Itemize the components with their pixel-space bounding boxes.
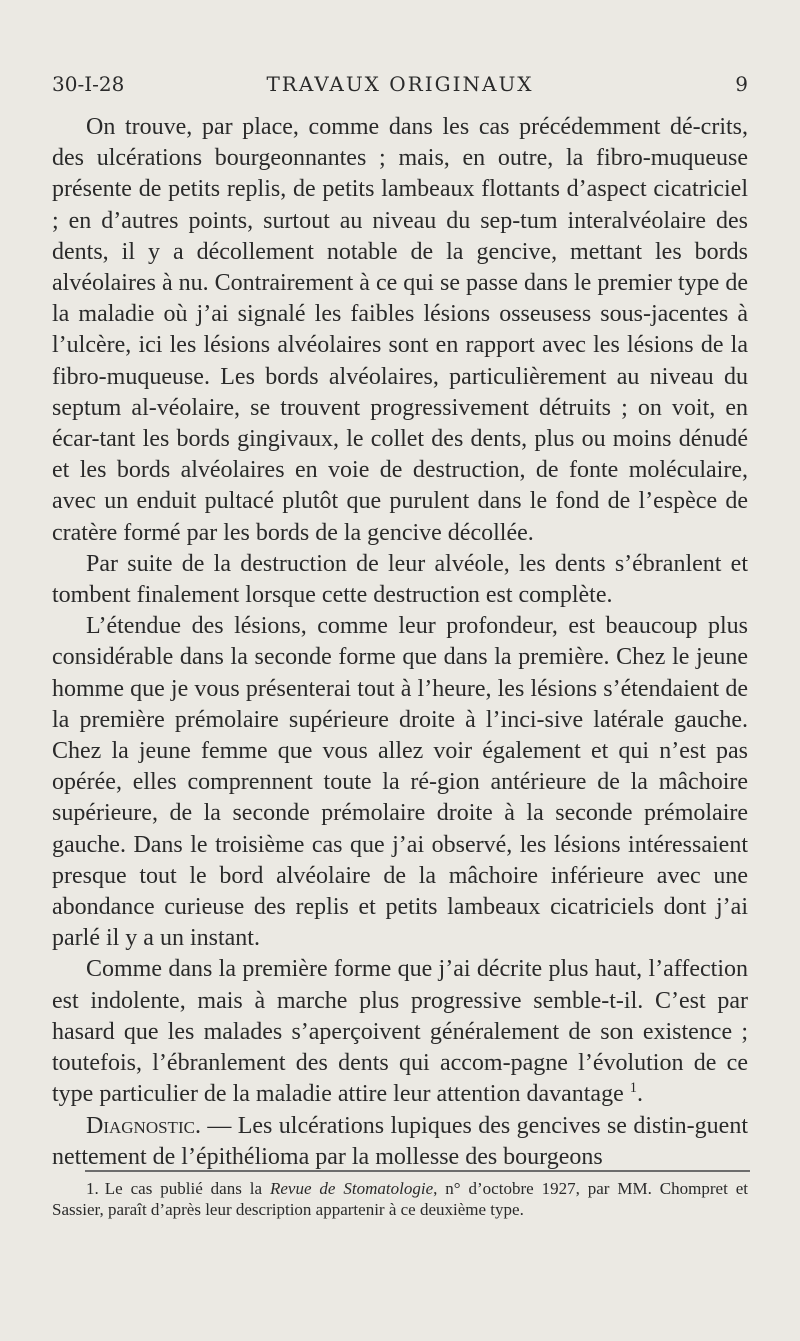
paragraph-5 <box>52 1111 748 1173</box>
paragraph-1: On trouve, par place, comme dans les cas précédemment dé-crits, des ulcérations bourgeonnantes ; mais, en outre, la fibro-muqueuse présente de petits replis, de petits lambeaux flottants d’aspect cicatriciel ; en d’autres points, surtout au niveau du sep-tum interalvéolaire des dents, il y a décollement notable de la gencive, mettant les bords alvéolaires à nu. Contrairement à ce qui se passe dans le premier type de la maladie où j’ai signalé les faibles lésions osseusess sous-jacentes à l’ulcère, ici les lésions alvéolaires sont en rapport avec les lésions de la fibro-muqueuse. Les bords alvéolaires, particulièrement au niveau du septum al-véolaire, se trouvent progressivement détruits ; on voit, en écar-tant les bords gingivaux, le collet des dents, plus ou moins dénudé et les bords alvéolaires en voie de destruction, de fonte moléculaire, avec un enduit pultacé plutôt que purulent dans le fond de l’espèce de cratère formé par les bords de la gencive décollée. <box>52 114 748 546</box>
header-date: 30-I-28 <box>52 72 125 96</box>
header-section-title: TRAVAUX ORIGINAUX <box>266 72 534 96</box>
footnote-text-before: Le cas publié dans la <box>104 1179 270 1198</box>
running-header <box>52 72 748 102</box>
paragraph-4-text: Comme dans la première forme que j’ai décrite plus haut, l’affection est indolente, mais à marche plus progressive semble-t-il. C’est par hasard que les malades s’aperçoivent généralement de son existence ; toutefois, l’ébranlement des dents qui accom-pagne l’évolution de ce type particulier de la maladie attire leur attention davantage <box>52 956 748 1108</box>
page-number: 9 <box>735 72 748 96</box>
section-heading-diagnostic: Diagnostic. <box>86 1112 201 1139</box>
paragraph-5-text: — Les ulcérations lupiques des gencives se distin-guent nettement de l’épithélioma par la mollesse des bourgeons <box>52 1112 748 1170</box>
body-text <box>52 112 748 1173</box>
paragraph-2: Par suite de la destruction de leur alvéole, les dents s’ébranlent et tombent finalement lorsque cette destruction est complète. <box>52 550 748 609</box>
footnote-text-after: , n° d’octobre 1927, par MM. Chompret et Sassier, paraît d’après leur description appartenir à ce deuxième type. <box>52 1179 748 1219</box>
paragraph-3: L’étendue des lésions, comme leur profondeur, est beaucoup plus considérable dans la seconde forme que dans la première. Chez le jeune homme que je vous présenterai tout à l’heure, les lésions s’étendaient de la première prémolaire supérieure droite à l’inci-sive latérale gauche. Chez la jeune femme que vous allez voir également et qui n’est pas opérée, elles comprennent toute la ré-gion antérieure de la mâchoire supérieure, de la seconde prémolaire droite à la seconde prémolaire gauche. Dans le troisième cas que j’ai observé, les lésions intéressaient presque tout le bord alvéolaire de la mâchoire inférieure avec une abondance curieuse des replis et petits lambeaux cicatriciels dont j’ai parlé il y a un instant. <box>52 613 748 952</box>
footnote-number: 1. <box>86 1179 99 1198</box>
footnote-divider <box>85 1170 750 1172</box>
footnote <box>52 1178 748 1220</box>
footnote-reference: 1 <box>629 1080 637 1097</box>
footnote-journal-title: Revue de Stomatologie <box>269 1179 434 1198</box>
paragraph-4: Comme dans la première forme que j’ai décrite plus haut, l’affection est indolente, mais à marche plus progressive semble-t-il. C’est par hasard que les malades s’aperçoivent généralement de son existence ; toutefois, l’ébranlement des dents qui accom-pagne l’évolution de ce type particulier de la maladie attire leur attention davantage $^1$. <box>52 956 748 1108</box>
